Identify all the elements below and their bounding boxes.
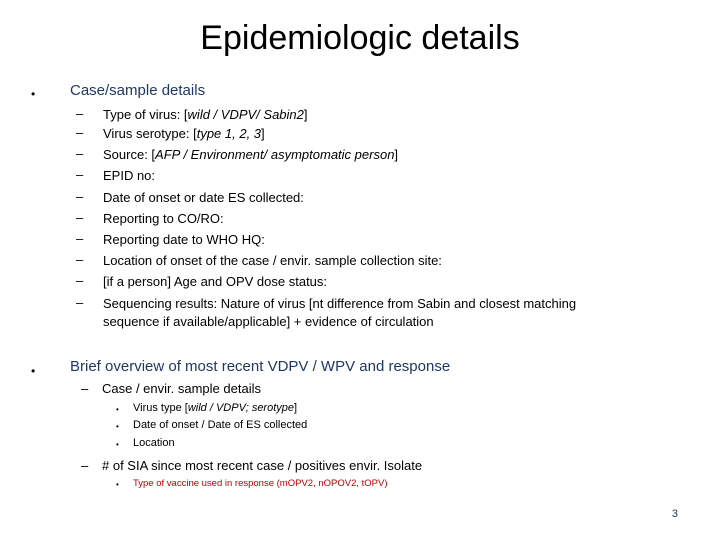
list-item-vaccine-type: Type of vaccine used in response (mOPV2, nOPOV2, tOPV) (133, 478, 388, 489)
sub-heading-case-envir: Case / envir. sample details (102, 381, 261, 396)
list-item-virus-type-short: Virus type [wild / VDPV; serotype] (133, 402, 298, 414)
dash-icon: – (76, 231, 84, 246)
dash-icon: – (81, 458, 89, 473)
list-item-location-of-onset: Location of onset of the case / envir. sample collection site: (103, 253, 442, 268)
sub-heading-sia-count: # of SIA since most recent case / positives envir. Isolate (102, 458, 423, 473)
section-heading-case-details: Case/sample details (70, 82, 206, 99)
section-heading-overview: Brief overview of most recent VDPV / WPV and response (70, 358, 451, 375)
dash-icon: – (76, 295, 84, 310)
list-item-age-opv-status: [if a person] Age and OPV dose status: (103, 274, 328, 289)
list-item-reporting-date-hq: Reporting date to WHO HQ: (103, 232, 265, 247)
list-item-sequencing-results-cont: sequence if available/applicable] + evidence of circulation (103, 314, 434, 329)
list-item-date-of-onset: Date of onset or date ES collected: (103, 190, 304, 205)
dash-icon: – (76, 106, 84, 121)
list-item-source: Source: [AFP / Environment/ asymptomatic person] (103, 147, 399, 162)
dash-icon: – (76, 189, 84, 204)
dash-icon: – (76, 273, 84, 288)
dash-icon: – (81, 381, 89, 396)
list-item-date-onset-es: Date of onset / Date of ES collected (133, 419, 308, 431)
bullet-icon: • (116, 405, 119, 414)
dash-icon: – (76, 167, 84, 182)
list-item-virus-type: Type of virus: [wild / VDPV/ Sabin2] (103, 107, 308, 122)
list-item-location: Location (133, 437, 175, 449)
list-item-virus-serotype: Virus serotype: [type 1, 2, 3] (103, 126, 265, 141)
list-item-reporting-co-ro: Reporting to CO/RO: (103, 211, 224, 226)
list-item-epid-no: EPID no: (103, 168, 156, 183)
page-number: 3 (671, 508, 678, 520)
dash-icon: – (76, 125, 84, 140)
bullet-icon: • (116, 480, 119, 489)
bullet-icon: • (31, 364, 36, 378)
dash-icon: – (76, 210, 84, 225)
dash-icon: – (76, 252, 84, 267)
bullet-icon: • (116, 440, 119, 449)
dash-icon: – (76, 146, 84, 161)
list-item-sequencing-results: Sequencing results: Nature of virus [nt difference from Sabin and closest matching (103, 296, 577, 311)
slide-title: Epidemiologic details (200, 19, 520, 57)
bullet-icon: • (31, 87, 36, 101)
bullet-icon: • (116, 422, 119, 431)
